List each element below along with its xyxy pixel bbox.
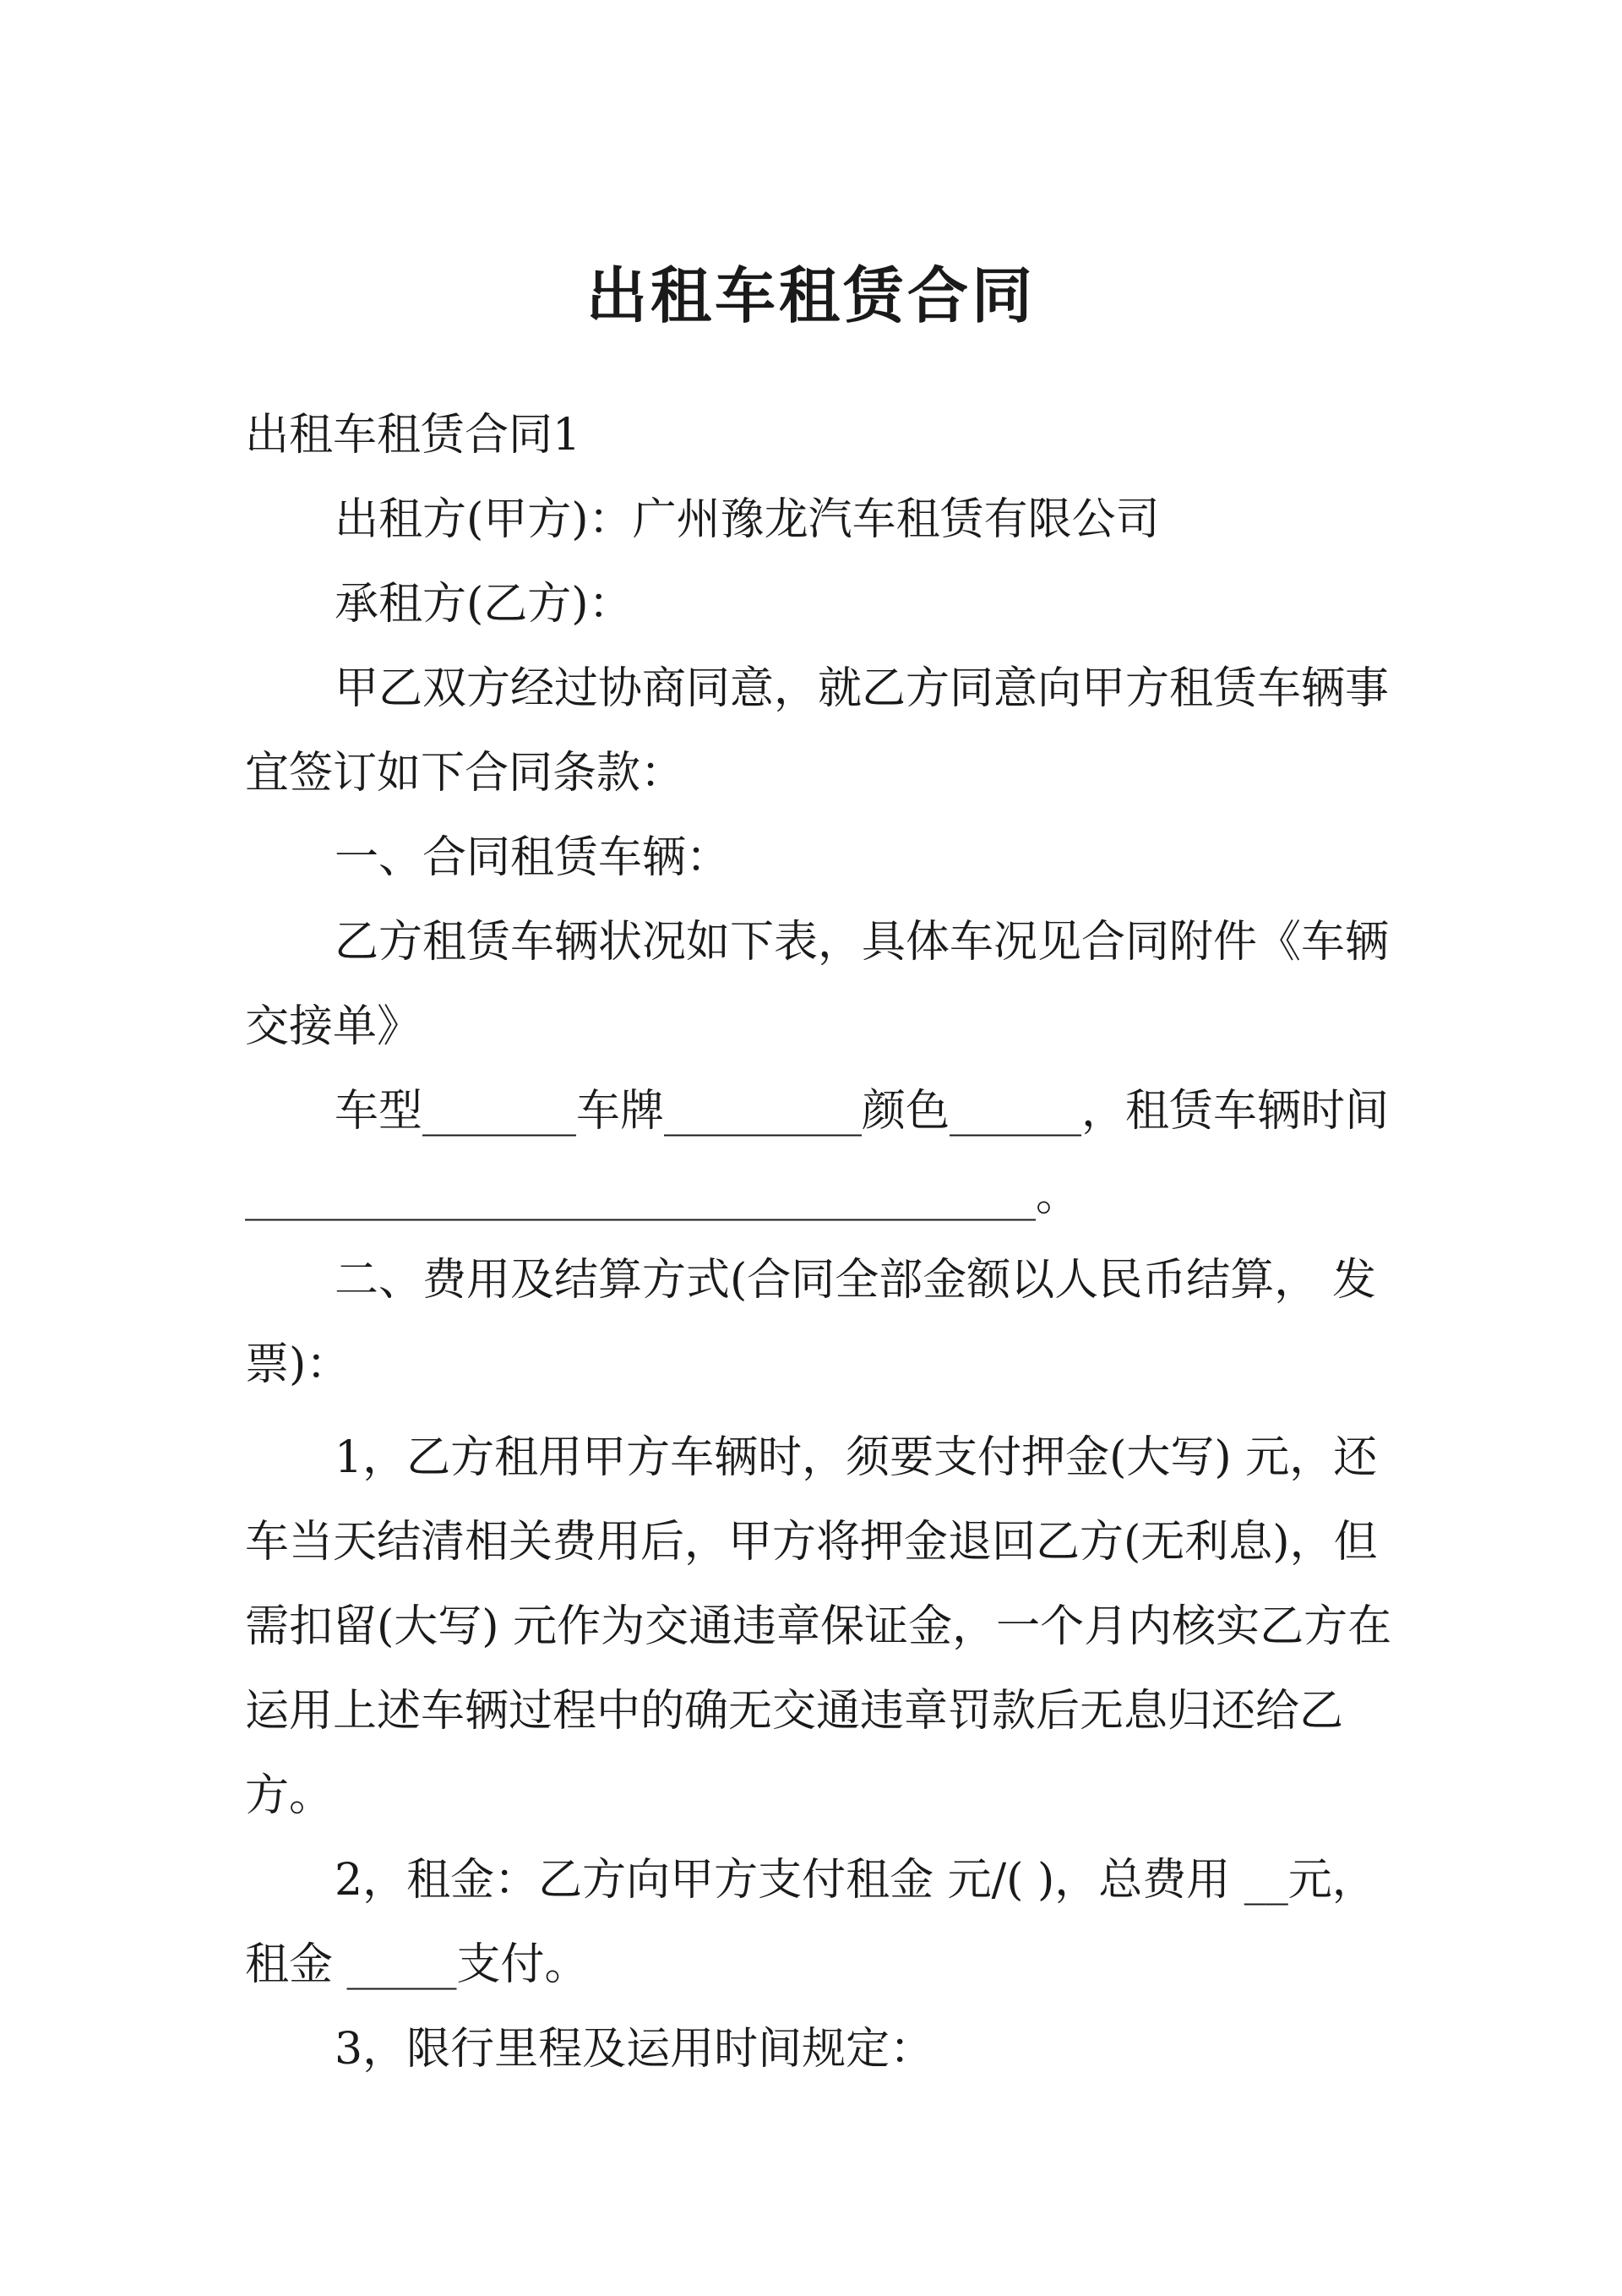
clause-line: 3，限行里程及运用时间规定： (335, 2024, 934, 2075)
document-title: 出租车租赁合同 (585, 259, 1036, 331)
paragraph-line: 交接单》 (245, 1001, 422, 1052)
clause-line: 租金 _____支付。 (245, 1939, 589, 1990)
clause-line: 1，乙方租用甲方车辆时，须要支付押金(大写) 元，还 (335, 1432, 1378, 1483)
paragraph-line: 宜签订如下合同条款： (245, 748, 685, 799)
paragraph-line: 乙方租赁车辆状况如下表，具体车况见合同附件《车辆 (335, 917, 1390, 968)
clause-line: 方。 (245, 1770, 334, 1821)
vehicle-fields-line: 车型_______车牌_________颜色______，租赁车辆时间 (335, 1086, 1390, 1137)
clause-line: 2，租金：乙方向甲方支付租金 元/( )，总费用 __元， (335, 1855, 1376, 1906)
clause-line: 运用上述车辆过程中的确无交通违章罚款后无息归还给乙 (245, 1686, 1344, 1737)
section-heading: 二、费用及结算方式(合同全部金额以人民币结算， 发 (335, 1255, 1376, 1306)
contract-heading: 出租车租赁合同1 (245, 410, 581, 461)
clause-line: 车当天结清相关费用后，甲方将押金退回乙方(无利息)，但 (245, 1517, 1378, 1568)
blank-line: ____________________________________。 (245, 1170, 1080, 1221)
paragraph-line: 甲乙双方经过协商同意，就乙方同意向甲方租赁车辆事 (335, 663, 1390, 714)
lessee-line: 承租方(乙方)： (335, 579, 633, 630)
clause-line: 需扣留(大写) 元作为交通违章保证金，一个月内核实乙方在 (245, 1601, 1392, 1652)
paragraph-line: 票)： (245, 1339, 351, 1390)
lessor-line: 出租方(甲方)：广州豫龙汽车租赁有限公司 (335, 494, 1160, 545)
section-heading: 一、合同租赁车辆： (335, 832, 731, 883)
